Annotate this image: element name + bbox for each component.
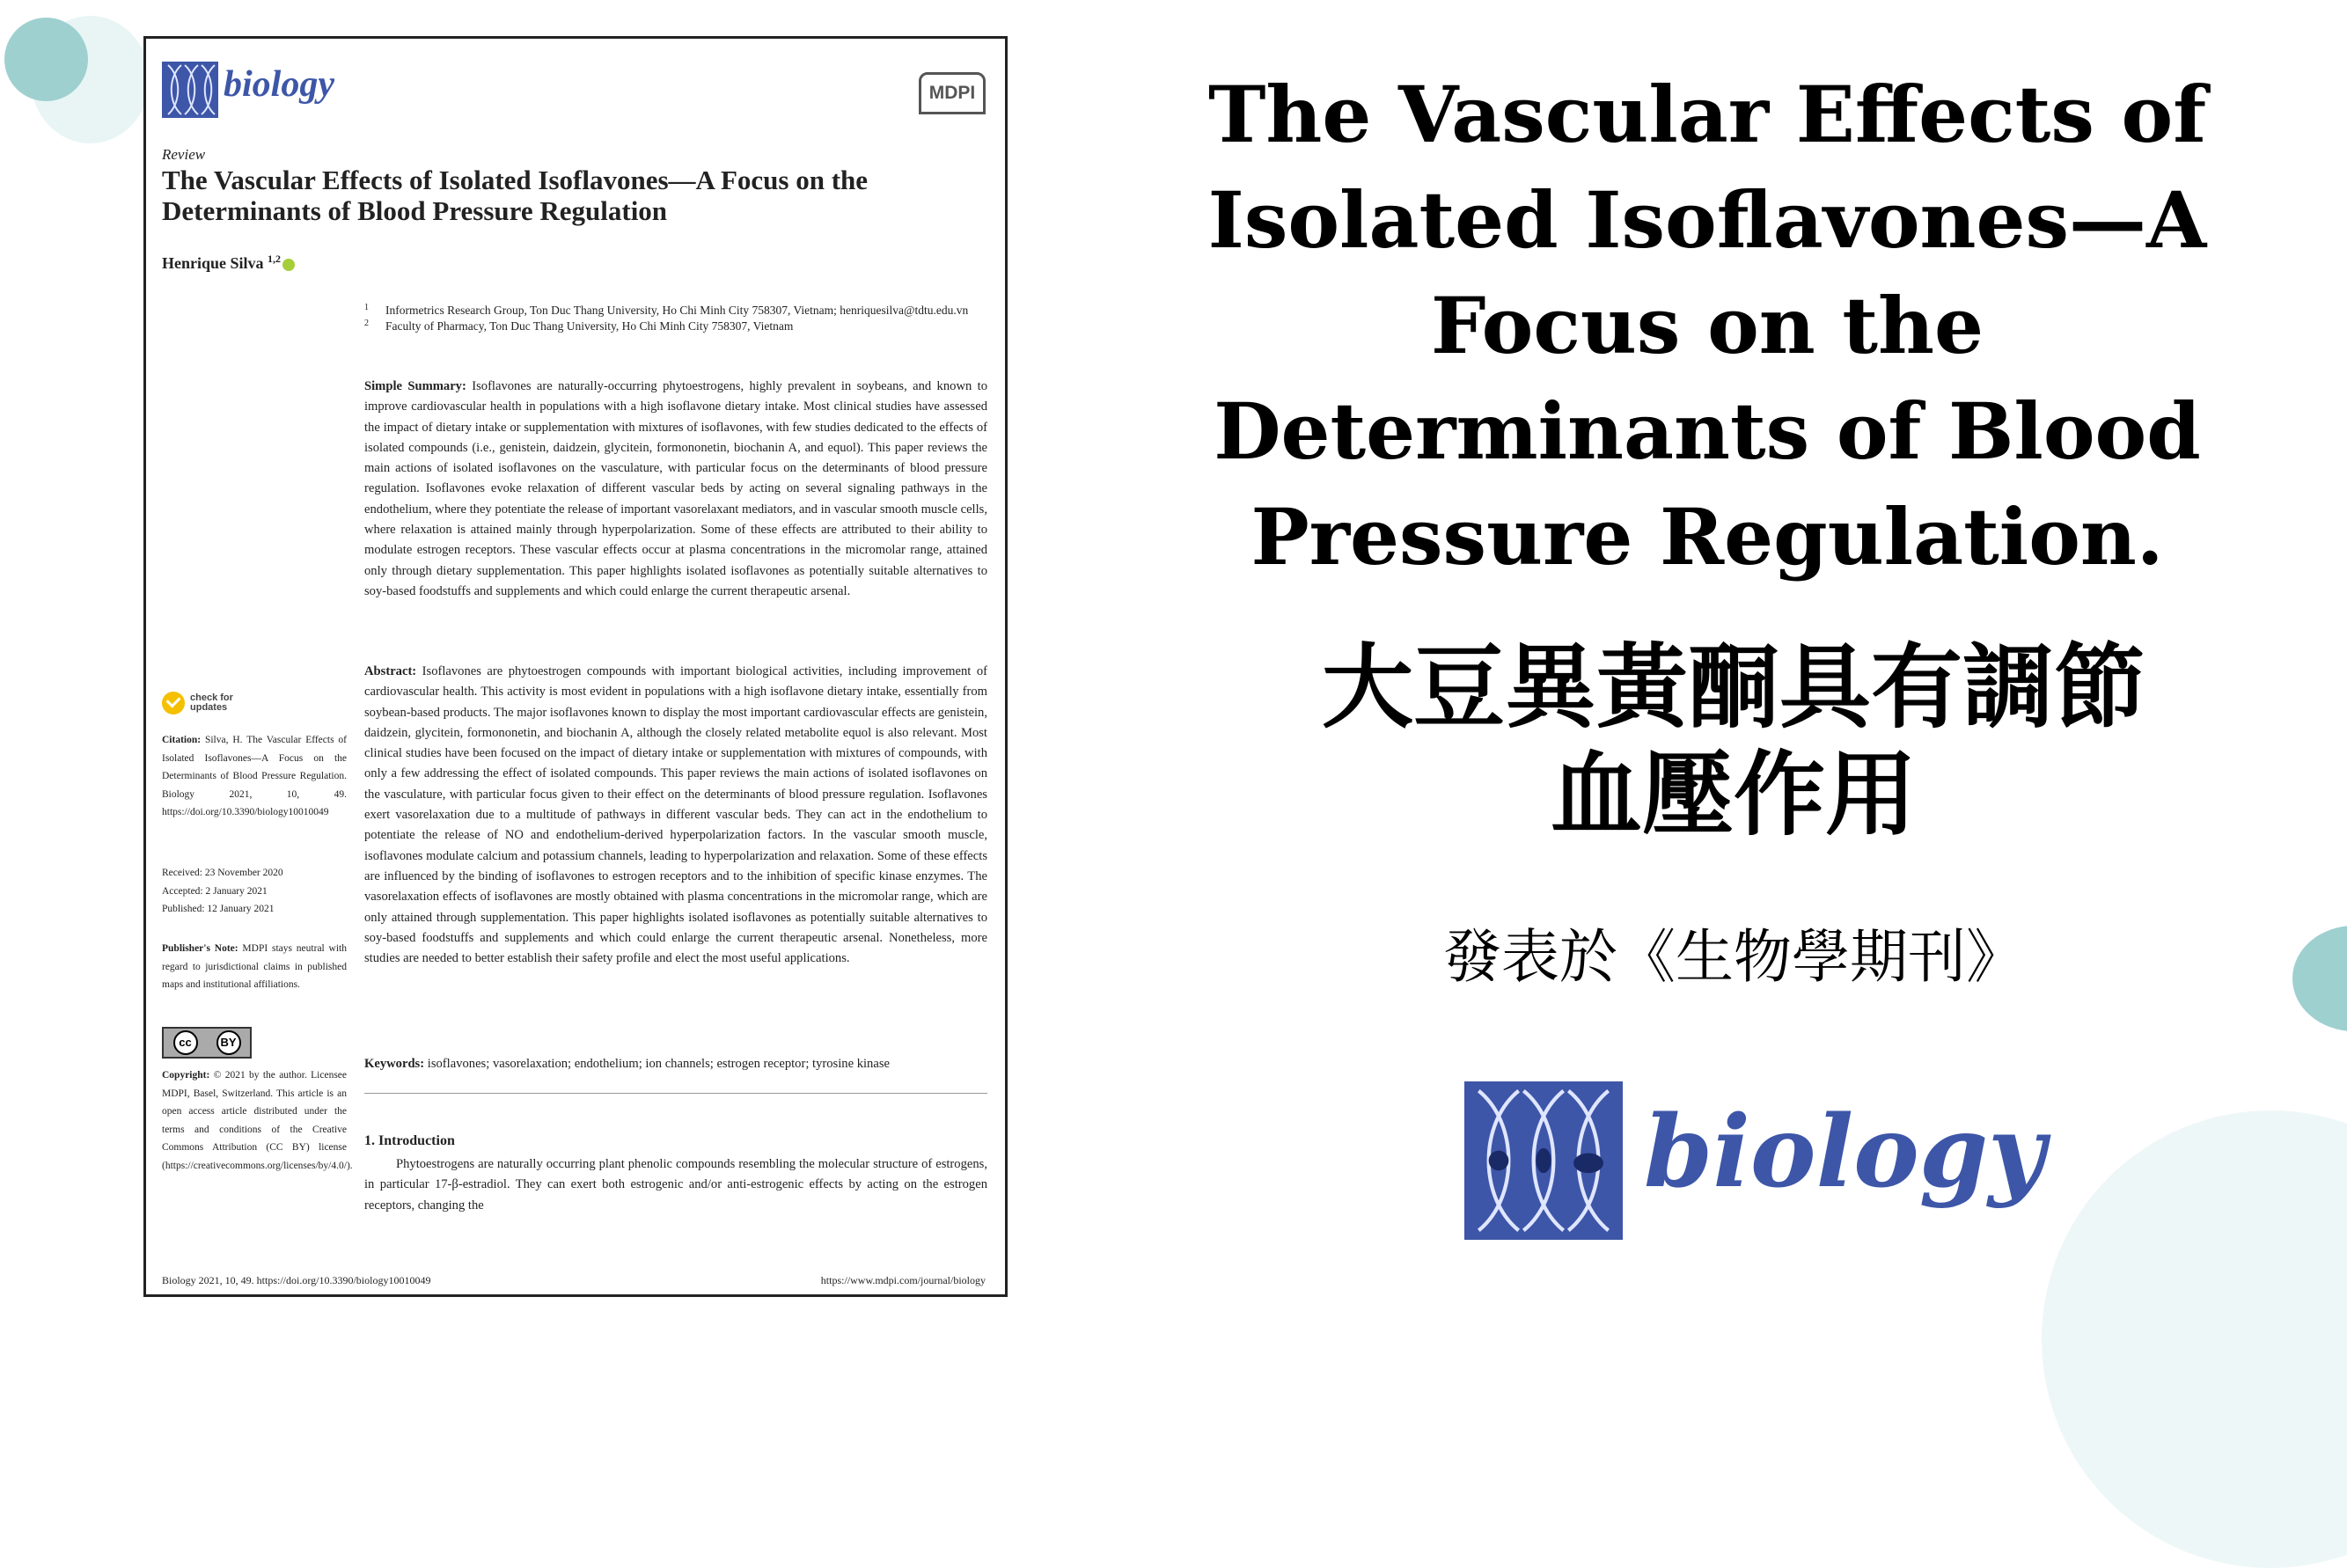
journal-logo-text: biology (1644, 1095, 2046, 1210)
received-date: Received: 23 November 2020 (162, 868, 283, 878)
publisher-note-text: MDPI stays neutral with regard to jurisdictional claims in published maps and institutional affiliations. (162, 943, 347, 991)
article-type: Review (162, 146, 206, 163)
affiliation-item (364, 303, 980, 319)
published-in-caption: 發表於《生物學期刊》 (1443, 923, 2024, 991)
check-updates-badge[interactable] (162, 692, 233, 714)
publisher-note-label: Publisher's Note: (162, 943, 238, 954)
headline-zh-line: 血壓作用 (1550, 741, 1917, 848)
abstract-text: Isoflavones are phytoestrogen compounds with important biological activities, including improvement of cardiovascular health. This activity is most evident in populations with a high isoflavone dietary intake, essentially from soybean-based products. The major isoflavones known to display the most important cardiovascular effects are genistein, daidzein, glycitein, formononetin, and biochanin A, although the closely related metabolite equol is also relevant. Most clinical studies have been focused on the impact of dietary intake or supplementation with mixtures of compounds, with only a few addressing the effect of isolated compounds. This paper reviews the main actions of isolated isoflavones on the vasculature, with particular focus given to their effect on the determinants of blood pressure regulation. Isoflavones exert vasorelaxation due to a multitude of pathways in different vascular beds. They can act in the endothelium to potentiate the release of NO and endothelium-derived hyperpolarization factors. In the vascular smooth muscle, isoflavones modulate calcium and potassium channels, leading to hyperpolarization and relaxation. Some of these effects are influenced by the binding of isoflavones to estrogen receptors and to the inhibition of specific kinase enzymes. The vasorelaxation effects of isoflavones are mostly obtained with plasma concentrations in the micromolar range, which are only attained through supplementation. This paper highlights isolated isoflavones as potentially suitable alternatives to soy-based foodstuffs and supplements and which could enlarge the current therapeutic arsenal. Nonetheless, more studies are needed to better establish their safety profile and elect the most useful applications. (364, 664, 987, 966)
dna-helix-logo-icon (162, 62, 218, 118)
citation (162, 731, 347, 822)
keywords-label: Keywords: (364, 1057, 425, 1071)
citation-label: Citation: (162, 735, 202, 745)
headline-line: Isolated Isoflavones—A (1207, 174, 2207, 266)
headline-line: Determinants of Blood (1214, 385, 2201, 477)
check-updates-line2: updates (190, 702, 228, 713)
keywords-text: isoflavones; vasorelaxation; endothelium; ion channels; estrogen receptor; tyrosine kinase (427, 1057, 890, 1071)
decor-circle-teal (4, 18, 88, 101)
author-name: Henrique Silva (162, 254, 264, 272)
published-date: Published: 12 January 2021 (162, 904, 275, 915)
license-badge-text: BY (216, 1030, 241, 1055)
affiliation-text: Informetrics Research Group, Ton Duc Thang University, Ho Chi Minh City 758307, Vietnam; henriquesilva@tdtu.edu.vn (385, 304, 969, 317)
affiliation-text: Faculty of Pharmacy, Ton Duc Thang University, Ho Chi Minh City 758307, Vietnam (385, 319, 794, 333)
simple-summary-label: Simple Summary: (364, 379, 466, 393)
intro-heading: 1. Introduction (364, 1133, 455, 1148)
copyright (162, 1066, 353, 1176)
journal-name: biology (224, 64, 334, 105)
decor-circle-light-bottom (2042, 1110, 2347, 1568)
section-divider (364, 1093, 987, 1094)
slide-headline (1206, 62, 2209, 590)
headline-zh-line: 大豆異黃酮具有調節 (1321, 634, 2145, 741)
check-updates-text (190, 693, 233, 713)
affiliation-item (364, 319, 980, 334)
footer-citation: Biology 2021, 10, 49. https://doi.org/10.3390/biology10010049 (162, 1274, 431, 1286)
headline-line: The Vascular Effects of (1207, 69, 2207, 160)
copyright-label: Copyright: (162, 1070, 210, 1081)
paper-page (143, 36, 1008, 1297)
check-updates-line1: check for (190, 692, 233, 703)
author (162, 253, 295, 273)
author-affiliation-marks: 1,2 (268, 253, 282, 265)
cc-by-license-icon[interactable] (162, 1027, 252, 1059)
accepted-date: Accepted: 2 January 2021 (162, 885, 268, 897)
intro-text: Phytoestrogens are naturally occurring plant phenolic compounds resembling the molecular structure of estrogens, in particular 17-β-estradiol. They can exert both estrogenic and/or anti-estrogenic effects by acting on the estrogen receptors, changing the (364, 1157, 987, 1213)
slide-headline-chinese (1232, 634, 2235, 848)
publisher-logo: MDPI (919, 72, 986, 114)
simple-summary (364, 377, 987, 602)
keywords (364, 1054, 987, 1074)
article-title: The Vascular Effects of Isolated Isoflavones—A Focus on the Determinants of Blood Pressure Regulation (162, 165, 869, 226)
affiliation-number: 1 (364, 303, 369, 312)
decor-circle-teal-right (2292, 926, 2347, 1031)
footer-journal-url[interactable]: https://www.mdpi.com/journal/biology (820, 1274, 986, 1286)
abstract-label: Abstract: (364, 664, 417, 678)
headline-line: Pressure Regulation. (1251, 491, 2164, 583)
copyright-text: © 2021 by the author. Licensee MDPI, Basel, Switzerland. This article is an open access article distributed under the terms and conditions of the Creative Commons Attribution (CC BY) license (https://creativecommons.org/licenses/by/4.0/). (162, 1070, 353, 1171)
citation-text: Silva, H. The Vascular Effects of Isolated Isoflavones—A Focus on the Determinants of Blood Pressure Regulation. Biology 2021, 10, 49. https://doi.org/10.3390/biology10010049 (162, 735, 348, 818)
publisher-note (162, 940, 347, 994)
check-updates-icon (162, 692, 185, 714)
abstract (364, 662, 987, 969)
article-dates (162, 864, 347, 919)
affiliation-number: 2 (364, 319, 369, 328)
simple-summary-text: Isoflavones are naturally-occurring phytoestrogens, highly prevalent in soybeans, and known to improve cardiovascular health in populations with a high isoflavone dietary intake. Most clinical studies have assessed the impact of dietary intake or supplementation with mixtures of isoflavones, with few studies dedicated to the effects of isolated compounds (i.e., genistein, daidzein, glycitein, formononetin, biochanin A, and equol). This paper reviews the main actions of isolated isoflavones on the vasculature, with particular focus on the determinants of blood pressure regulation. Isoflavones evoke relaxation of different vascular beds by acting on several signaling pathways in the endothelium, where they potentiate the release of important vasorelaxant mediators, and in vascular smooth muscle cells, where relaxation is attained mainly through hyperpolarization. Some of these effects are attributed to their ability to modulate estrogen receptors. These vascular effects occur at plasma concentrations in the micromolar range, attained only through dietary supplementation. This paper highlights isolated isoflavones as potentially suitable alternatives to soy-based foodstuffs and supplements and which could enlarge the current therapeutic arsenal. (364, 379, 988, 598)
headline-line: Focus on the (1430, 280, 1984, 371)
cc-symbol-icon: cc (173, 1030, 198, 1055)
orcid-icon[interactable] (282, 259, 295, 271)
affiliations (364, 303, 980, 334)
dna-helix-logo-icon (1464, 1081, 1623, 1240)
